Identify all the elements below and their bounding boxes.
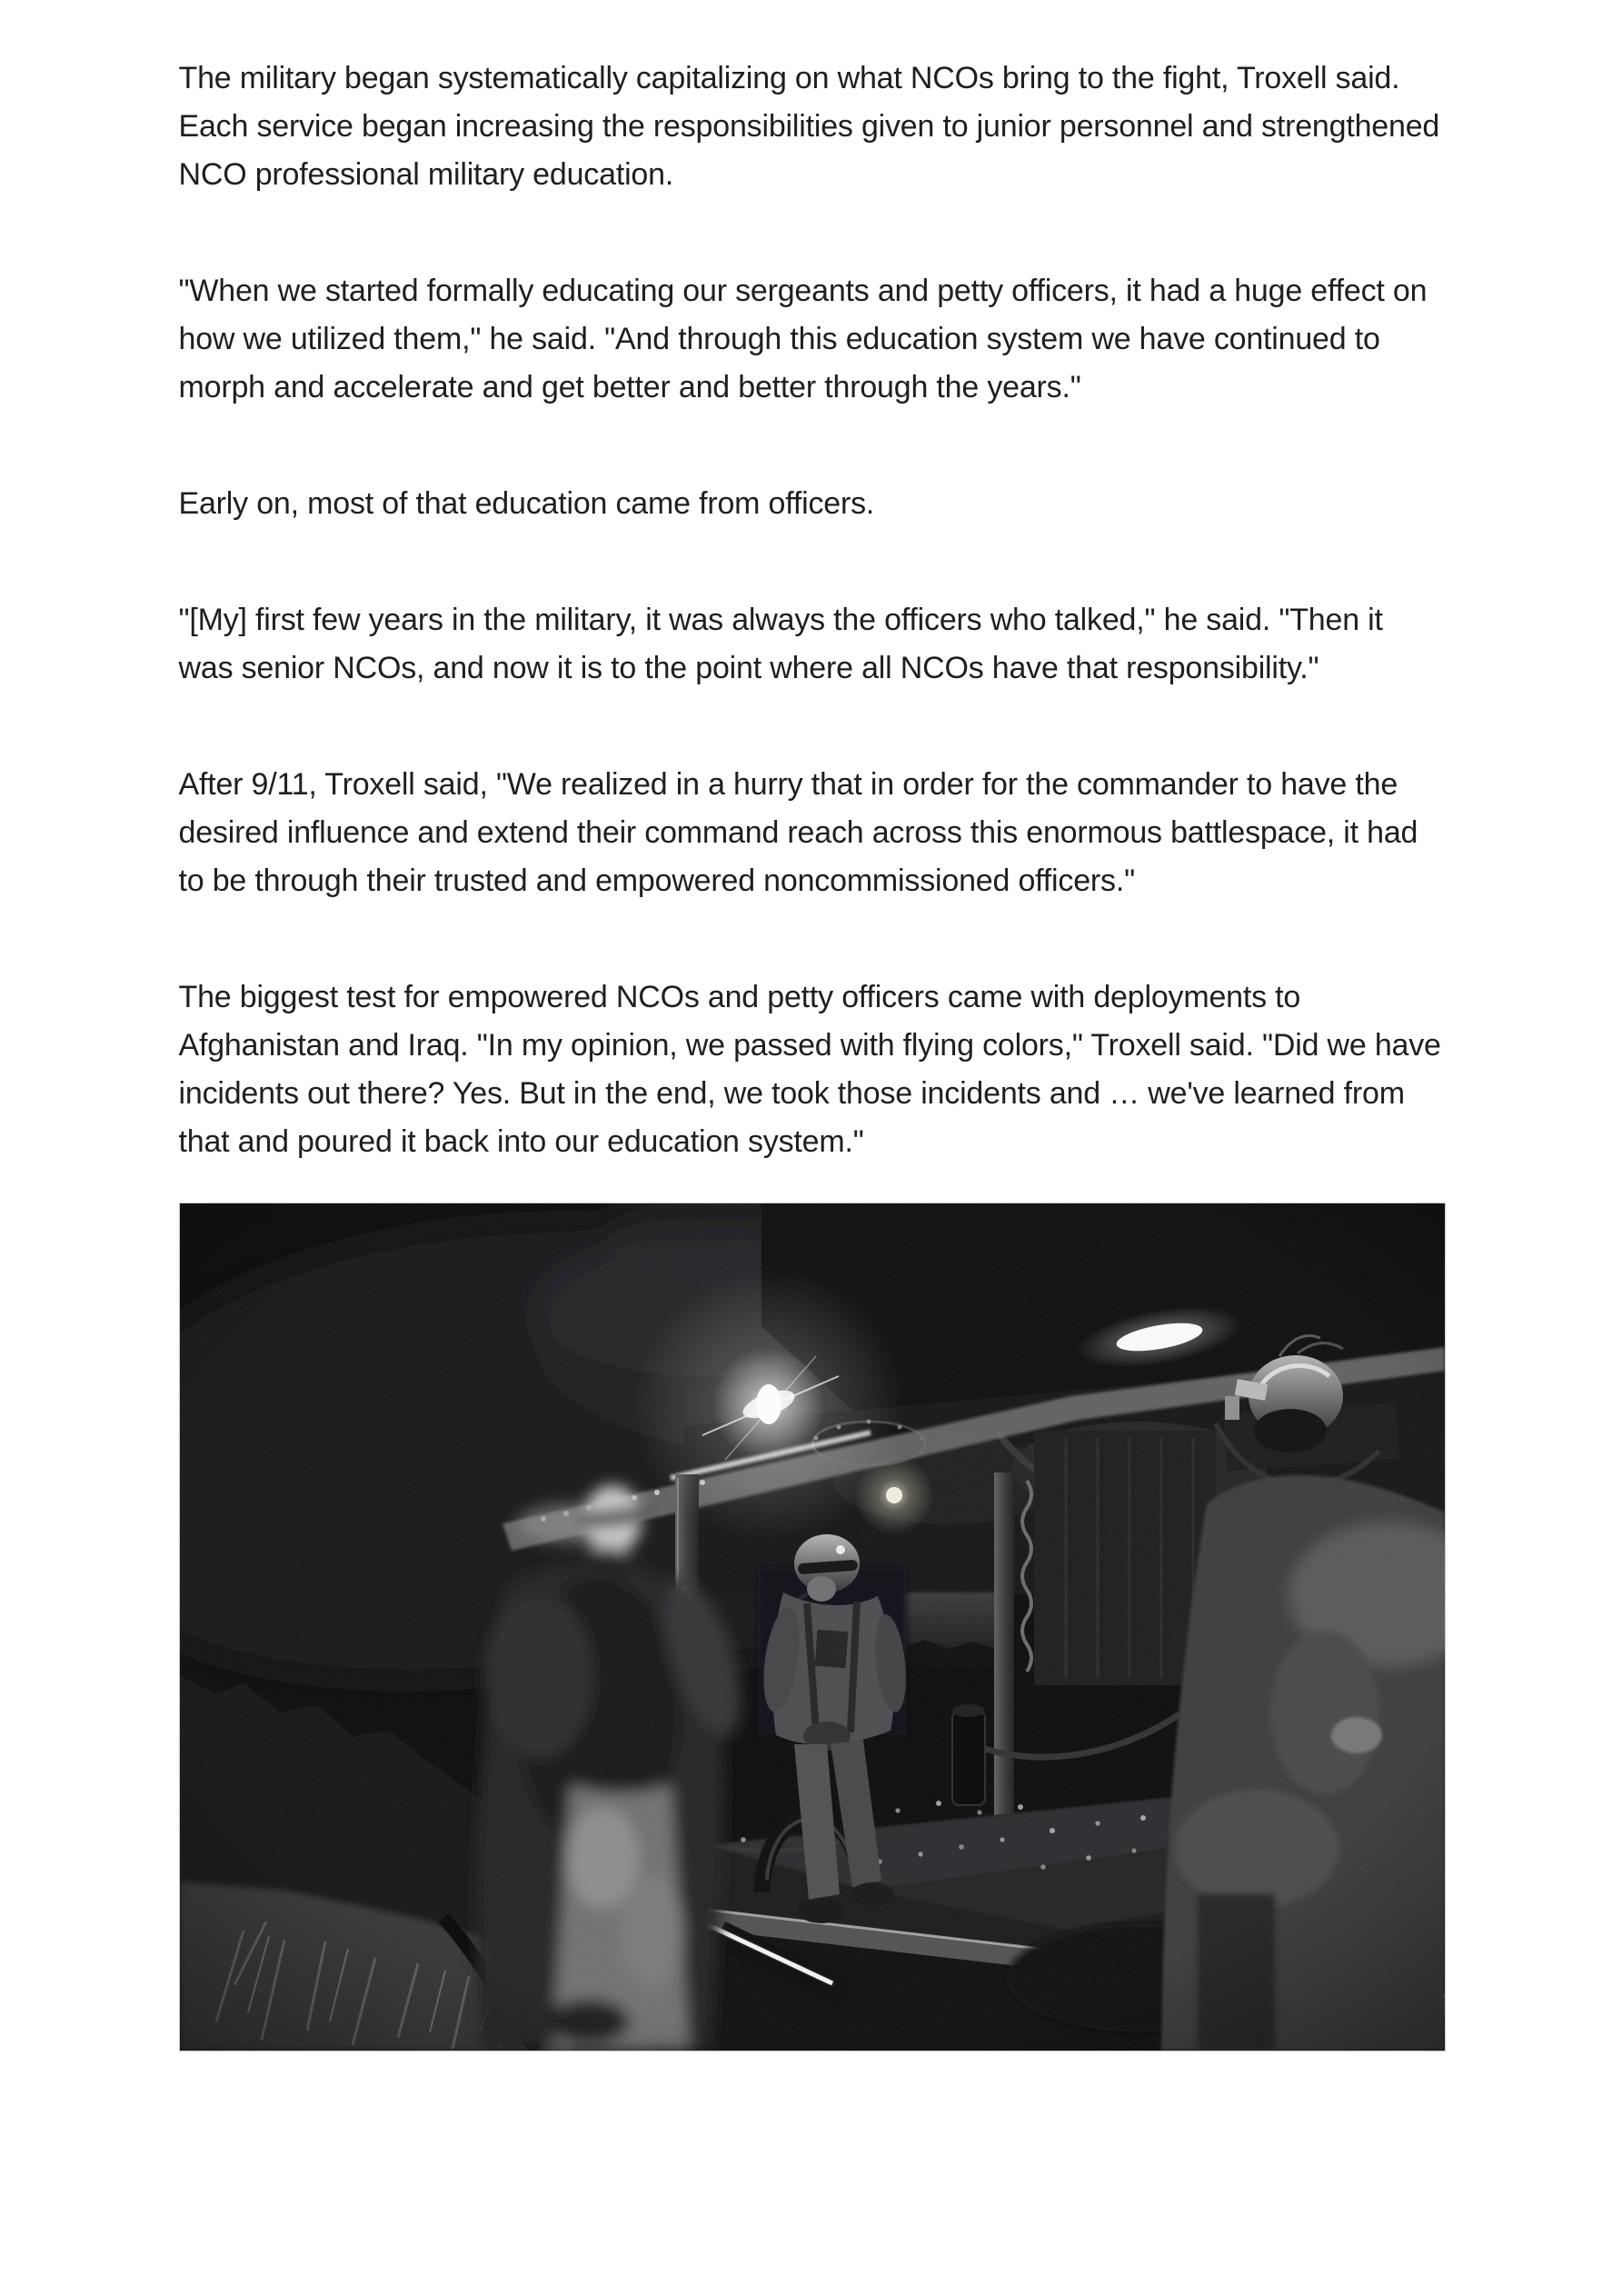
article-paragraph-5: After 9/11, Troxell said, "We realized in a hurry that in order for the commander to have the desired influence and extend their command reach across this enormous battlespace, it had to be through their trusted and empowered noncommissioned officers."	[178, 767, 1418, 898]
article-body	[179, 0, 1444, 2051]
article-paragraph-6: The biggest test for empowered NCOs and petty officers came with deployments to Afghanistan and Iraq. "In my opinion, we passed with flying colors," Troxell said. "Did we have incidents out there? Yes. But in the end, we took those incidents and … we've learned from that and poured it back into our education system."	[178, 980, 1441, 1159]
vignette-overlay	[180, 1203, 1445, 2051]
article-paragraph-1: The military began systematically capitalizing on what NCOs bring to the fight, Troxell said. Each service began increasing the responsibilities given to junior personnel and strengthened NCO professional military education.	[178, 61, 1440, 192]
article-paragraph-3: Early on, most of that education came from officers.	[178, 486, 875, 521]
night-helicopter-photo	[179, 1203, 1446, 2051]
article-paragraph-2: "When we started formally educating our sergeants and petty officers, it had a huge effect on how we utilized them," he said. "And through this education system we have continued to morph and accelerate and get better and better through the years."	[178, 274, 1428, 404]
night-helicopter-photo-illustration	[180, 1203, 1445, 2051]
article-paragraph-4: "[My] first few years in the military, it was always the officers who talked," he said. "Then it was senior NCOs, and now it is to the point where all NCOs have that responsibility."	[178, 603, 1383, 685]
